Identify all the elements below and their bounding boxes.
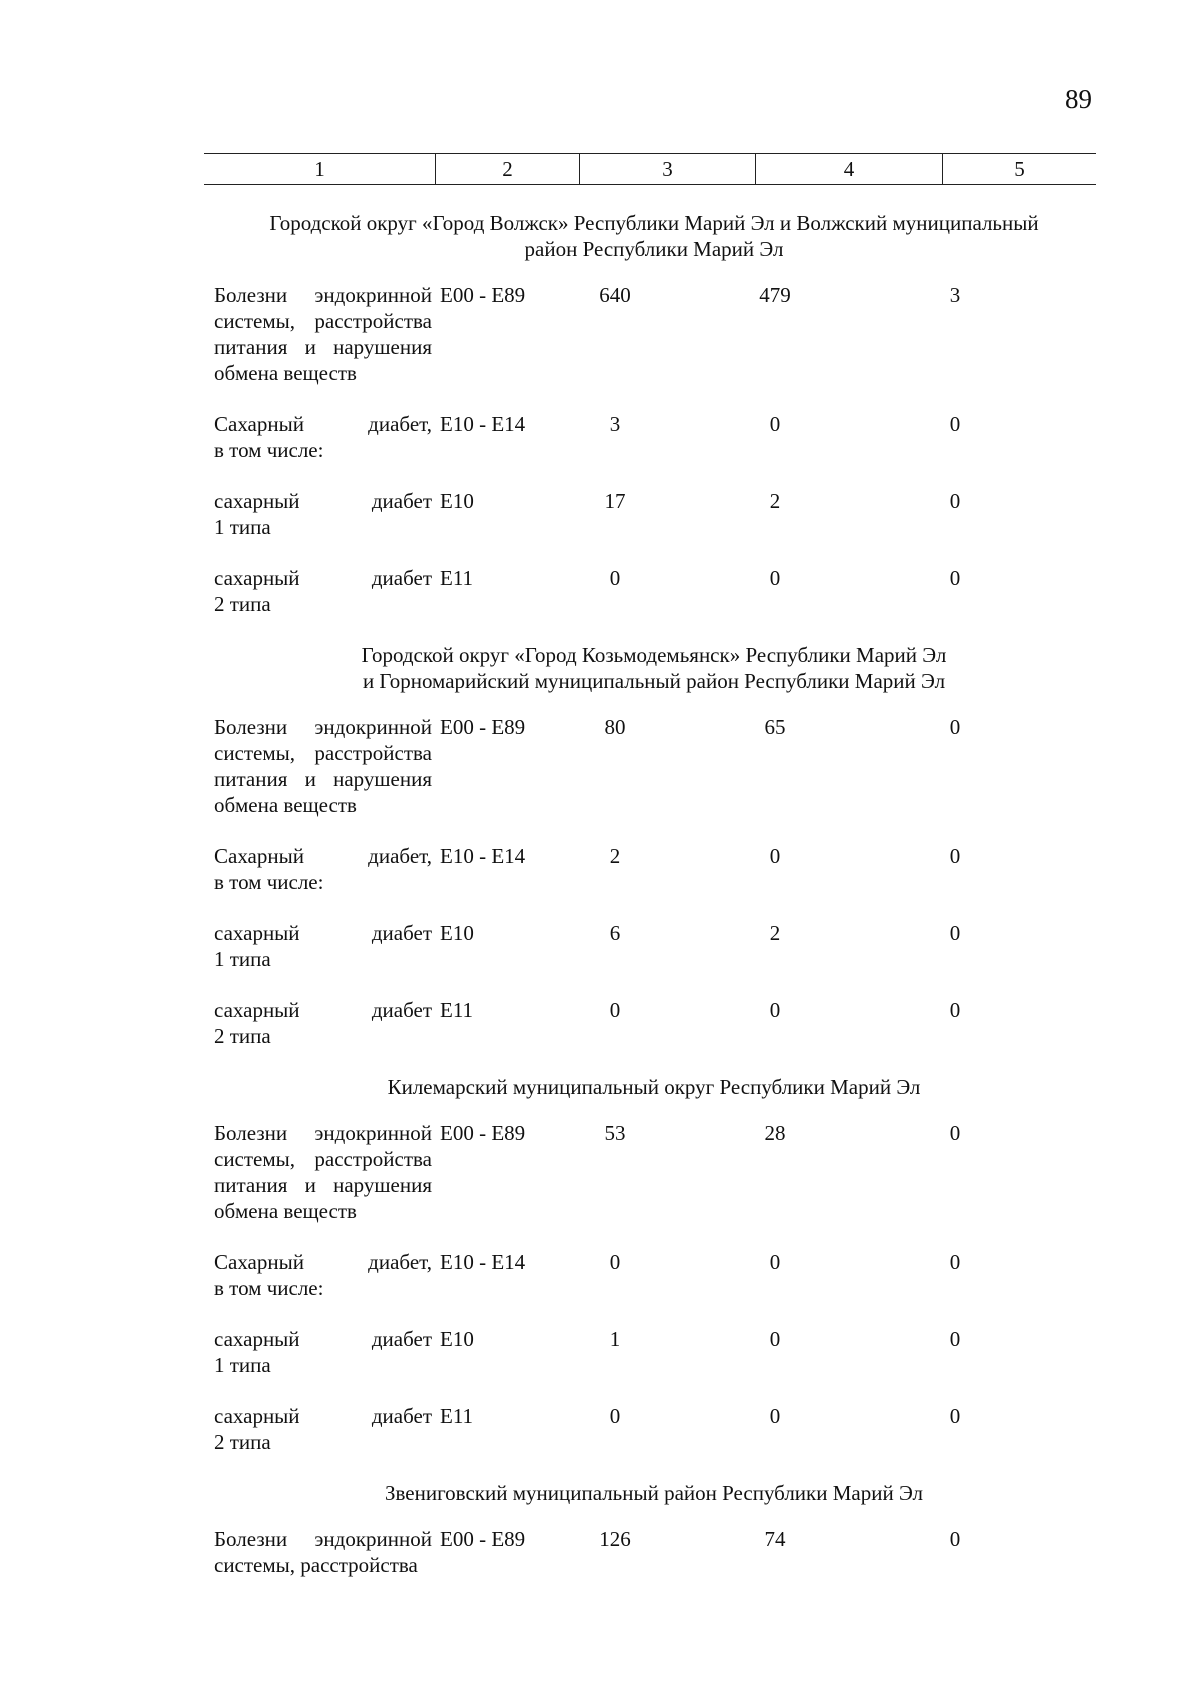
section-title [214, 1074, 1094, 1100]
value-cell-col5: 0 [949, 489, 961, 513]
icd-code: E10 [440, 921, 474, 945]
section-title [214, 210, 1094, 262]
section-title [214, 1480, 1094, 1506]
value-cell-col5: 3 [949, 283, 961, 307]
section-title-line: Звениговский муниципальный район Республики Марий Эл [384, 1481, 924, 1505]
disease-name-line: системы, расстройства [214, 741, 432, 765]
value-cell-col3: 17 [604, 489, 626, 513]
disease-name-line: Болезни эндокринной [214, 1527, 432, 1551]
value-cell-col3: 126 [599, 1527, 631, 1551]
disease-name-line: 2 типа [214, 1024, 271, 1048]
disease-name [214, 920, 432, 972]
disease-name-line: питания и нарушения [214, 767, 432, 791]
disease-name-line: в том числе: [214, 438, 324, 462]
value-cell-col4: 2 [769, 489, 781, 513]
disease-name-line: Болезни эндокринной [214, 715, 432, 739]
value-cell-col4: 0 [769, 844, 781, 868]
disease-name-line: 2 типа [214, 592, 271, 616]
disease-name-line: системы, расстройства [214, 309, 432, 333]
value-cell-col4: 0 [769, 998, 781, 1022]
disease-name-line: сахарный диабет [214, 1327, 432, 1351]
disease-name-line: обмена веществ [214, 1199, 357, 1223]
value-cell-col4: 0 [769, 1404, 781, 1428]
section-title [214, 642, 1094, 694]
disease-name-line: питания и нарушения [214, 1173, 432, 1197]
value-cell-col3: 0 [609, 1404, 621, 1428]
value-cell-col5: 0 [949, 1327, 961, 1351]
disease-name [214, 1120, 432, 1224]
table-row [214, 1326, 1094, 1378]
column-header-4: 4 [756, 154, 943, 185]
value-cell-col4: 0 [769, 1327, 781, 1351]
disease-name-line: сахарный диабет [214, 998, 432, 1022]
value-cell-col3: 2 [609, 844, 621, 868]
value-cell-col5: 0 [949, 566, 961, 590]
disease-name [214, 411, 432, 463]
icd-code: E00 - E89 [440, 283, 526, 307]
value-cell-col3: 6 [609, 921, 621, 945]
value-cell-col3: 0 [609, 566, 621, 590]
disease-name-line: в том числе: [214, 870, 324, 894]
icd-code: E10 - E14 [440, 412, 526, 436]
table-row [214, 920, 1094, 972]
disease-name-line: обмена веществ [214, 361, 357, 385]
icd-code: E11 [440, 1404, 474, 1428]
icd-code: E00 - E89 [440, 715, 526, 739]
value-cell-col3: 640 [599, 283, 631, 307]
table-row [214, 1120, 1094, 1224]
icd-code: E10 - E14 [440, 1250, 526, 1274]
disease-name [214, 1526, 432, 1578]
disease-name [214, 1403, 432, 1455]
disease-name [214, 1326, 432, 1378]
disease-name-line: сахарный диабет [214, 489, 432, 513]
table-row [214, 565, 1094, 617]
value-cell-col3: 0 [609, 998, 621, 1022]
disease-name-line: сахарный диабет [214, 1404, 432, 1428]
disease-name-line: Сахарный диабет, [214, 844, 432, 868]
value-cell-col5: 0 [949, 1527, 961, 1551]
icd-code: E10 - E14 [440, 844, 526, 868]
value-cell-col4: 65 [764, 715, 786, 739]
value-cell-col4: 0 [769, 412, 781, 436]
value-cell-col3: 53 [604, 1121, 626, 1145]
disease-name-line: в том числе: [214, 1276, 324, 1300]
table-row [214, 714, 1094, 818]
disease-name-line: 2 типа [214, 1430, 271, 1454]
column-header-5: 5 [943, 154, 1097, 185]
disease-name-line: питания и нарушения [214, 335, 432, 359]
page-number: 89 [1065, 84, 1092, 114]
disease-name-line: Болезни эндокринной [214, 1121, 432, 1145]
disease-name-line: обмена веществ [214, 793, 357, 817]
table-row [214, 282, 1094, 386]
table-body [214, 210, 1094, 1603]
icd-code: E11 [440, 998, 474, 1022]
column-header-table [204, 153, 1096, 185]
value-cell-col3: 80 [604, 715, 626, 739]
disease-name-line: 1 типа [214, 1353, 271, 1377]
value-cell-col3: 3 [609, 412, 621, 436]
value-cell-col5: 0 [949, 921, 961, 945]
section-title-line: Килемарский муниципальный округ Республики Марий Эл [387, 1075, 921, 1099]
disease-name-line: системы, расстройства [214, 1553, 418, 1577]
column-header-2: 2 [436, 154, 580, 185]
disease-name-line: Болезни эндокринной [214, 283, 432, 307]
icd-code: E10 [440, 489, 474, 513]
column-header-3: 3 [580, 154, 756, 185]
table-row [214, 411, 1094, 463]
table-row [214, 488, 1094, 540]
disease-name-line: системы, расстройства [214, 1147, 432, 1171]
disease-name [214, 1249, 432, 1301]
disease-name-line: сахарный диабет [214, 566, 432, 590]
value-cell-col5: 0 [949, 412, 961, 436]
value-cell-col5: 0 [949, 998, 961, 1022]
value-cell-col4: 0 [769, 566, 781, 590]
value-cell-col5: 0 [949, 715, 961, 739]
section-title-line: район Республики Марий Эл [524, 237, 784, 261]
disease-name [214, 843, 432, 895]
value-cell-col5: 0 [949, 844, 961, 868]
section-title-line: и Горномарийский муниципальный район Республики Марий Эл [362, 669, 946, 693]
table-row [214, 997, 1094, 1049]
section-title-line: Городской округ «Город Волжск» Республики Марий Эл и Волжский муниципальный [269, 211, 1039, 235]
section-title-line: Городской округ «Город Козьмодемьянск» Республики Марий Эл [361, 643, 947, 667]
disease-name-line: 1 типа [214, 947, 271, 971]
table-row [214, 843, 1094, 895]
value-cell-col3: 1 [609, 1327, 621, 1351]
disease-name [214, 997, 432, 1049]
icd-code: E00 - E89 [440, 1121, 526, 1145]
icd-code: E00 - E89 [440, 1527, 526, 1551]
table-row [214, 1403, 1094, 1455]
disease-name [214, 282, 432, 386]
value-cell-col4: 28 [764, 1121, 786, 1145]
value-cell-col5: 0 [949, 1121, 961, 1145]
value-cell-col5: 0 [949, 1250, 961, 1274]
value-cell-col4: 0 [769, 1250, 781, 1274]
disease-name-line: Сахарный диабет, [214, 1250, 432, 1274]
value-cell-col4: 2 [769, 921, 781, 945]
value-cell-col3: 0 [609, 1250, 621, 1274]
table-row [214, 1249, 1094, 1301]
value-cell-col4: 479 [759, 283, 791, 307]
icd-code: E11 [440, 566, 474, 590]
table-row [214, 1526, 1094, 1578]
column-header-1: 1 [204, 154, 436, 185]
value-cell-col4: 74 [764, 1527, 786, 1551]
disease-name [214, 565, 432, 617]
disease-name [214, 488, 432, 540]
disease-name [214, 714, 432, 818]
value-cell-col5: 0 [949, 1404, 961, 1428]
disease-name-line: 1 типа [214, 515, 271, 539]
disease-name-line: Сахарный диабет, [214, 412, 432, 436]
icd-code: E10 [440, 1327, 474, 1351]
disease-name-line: сахарный диабет [214, 921, 432, 945]
